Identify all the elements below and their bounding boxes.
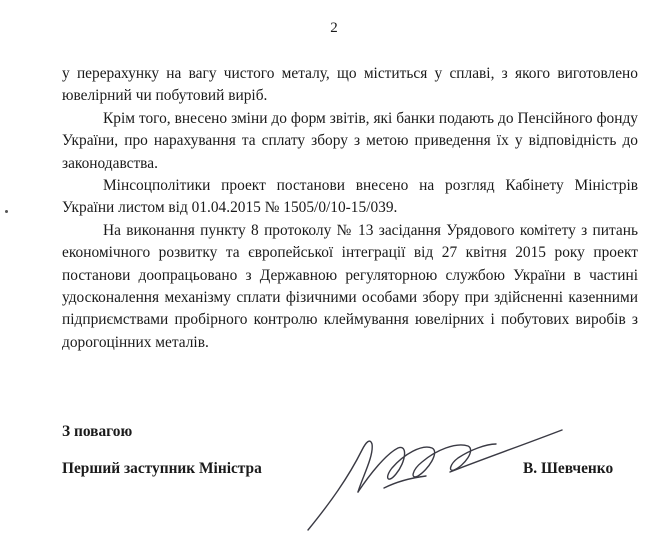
page-number: 2 [330,20,338,36]
scan-speck [5,210,8,213]
paragraph-4: На виконання пункту 8 протоколу № 13 засідання Урядового комітету з питань економічного розвитку та європейської інтеграції від 27 квітня 2015 року проект постанови доопрацьовано з Державною регуляторною службою України в частині удосконалення механізму сплати фізичними особами збору при здійсненні казенними підприємствами пробірного контролю клеймування ювелірних і побутових виробів з дорогоцінних металів. [62,221,638,351]
paragraph-2: Крім того, внесено зміни до форм звітів, які банки подають до Пенсійного фонду України, про нарахування та сплату збору з метою приведення їх у відповідність до законодавства. [62,109,638,172]
signer-name: В. Шевченко [523,460,614,477]
paragraph-3: Мінсоцполітики проект постанови внесено на розгляд Кабінету Міністрів України листом від 01.04.2015 № 1505/0/10-15/039. [62,177,638,217]
closing-phrase: З повагою [62,423,133,440]
paragraph-1: у перерахунку на вагу чистого металу, що міститься у сплаві, з якого виготовлено ювелірний чи побутовий виріб. [62,65,638,105]
letter-body [62,63,638,354]
handwritten-signature [300,408,570,538]
signer-position: Перший заступник Міністра [62,460,262,477]
